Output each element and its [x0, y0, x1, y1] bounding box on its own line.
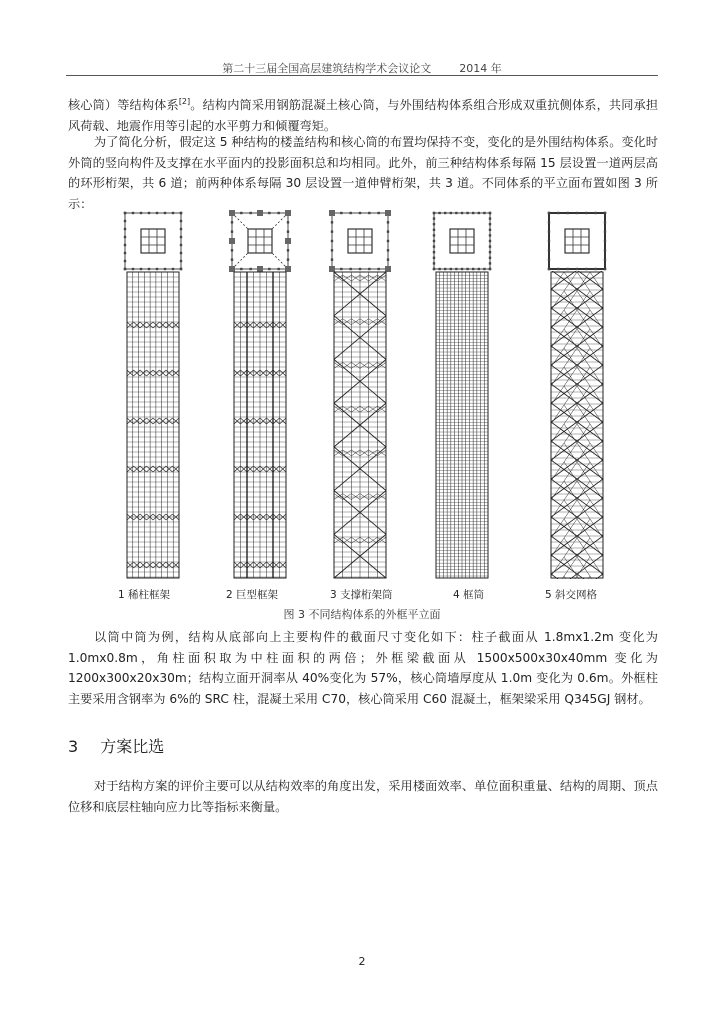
- p1-text-a: 核心筒）等结构体系: [68, 98, 179, 113]
- figure-caption: 图 3 不同结构体系的外框平立面: [283, 608, 441, 621]
- figure-label-2: 2 巨型框架: [226, 589, 279, 601]
- elevation-1: [127, 272, 179, 578]
- elevation-2: [234, 272, 286, 578]
- plan-4: [433, 212, 491, 270]
- figure-label-4: 4 框筒: [453, 589, 485, 601]
- figure-label-5: 5 斜交网格: [545, 589, 598, 601]
- plan-3: [329, 210, 391, 272]
- section-number: 3: [68, 737, 79, 756]
- header-rule: [66, 75, 658, 76]
- figure-plans: [124, 210, 606, 272]
- plan-2: [229, 210, 291, 272]
- citation-ref: [2]: [178, 97, 191, 106]
- paragraph-1: [68, 92, 658, 136]
- paragraph-4: 对于结构方案的评价主要可以从结构效率的角度出发，采用楼面效率、单位面积重量、结构的周期、顶点位移和底层柱轴向应力比等指标来衡量。: [68, 779, 658, 814]
- header-year: 2014 年: [459, 62, 502, 75]
- paragraph-3: 以筒中筒为例，结构从底部向上主要构件的截面尺寸变化如下：柱子截面从 1.8mx1.2m 变化为 1.0mx0.8m，角柱面积取为中柱面积的两倍；外框梁截面从 1500x500x30x40mm 变化为 1200x300x20x30m；结构立面开洞率从 40%变化为 57%，核心筒墙厚度从 1.0m 变化为 0.6m。外框柱主要采用含钢率为 6%的 SRC 柱，混凝土采用 C70，核心筒采用 C60 混凝土，框架梁采用 Q345GJ 钢材。: [68, 630, 658, 706]
- header-title: 第二十三届全国高层建筑结构学术会议论文: [222, 62, 432, 75]
- plan-1: [124, 212, 182, 270]
- plan-5: [548, 212, 606, 270]
- elevation-4: [436, 272, 488, 578]
- page-number: 2: [358, 955, 366, 968]
- running-header: [0, 60, 724, 76]
- section-title: 方案比选: [100, 737, 165, 756]
- elevation-3: [334, 272, 386, 578]
- figure-label-3: 3 支撑桁架筒: [330, 589, 393, 601]
- p1-text-b: 。结构内筒采用钢筋混凝土核心筒，与外围结构体系组合形成双重抗侧体系，共同承担风荷载、地震作用等引起的水平剪力和倾覆弯矩。: [68, 98, 659, 133]
- paragraph-2: 为了简化分析，假定这 5 种结构的楼盖结构和核心筒的布置均保持不变，变化的是外围结构体系。变化时外筒的竖向构件及支撑在水平面内的投影面积总和均相同。此外，前三种结构体系每隔 15 层设置一道两层高的环形桁架，共 6 道；前两种体系每隔 30 层设置一道伸臂桁架，共 3 道。不同体系的平立面布置如图 3 所示：: [68, 135, 658, 211]
- section-heading: [68, 734, 164, 757]
- figure-label-1: 1 稀柱框架: [118, 589, 171, 601]
